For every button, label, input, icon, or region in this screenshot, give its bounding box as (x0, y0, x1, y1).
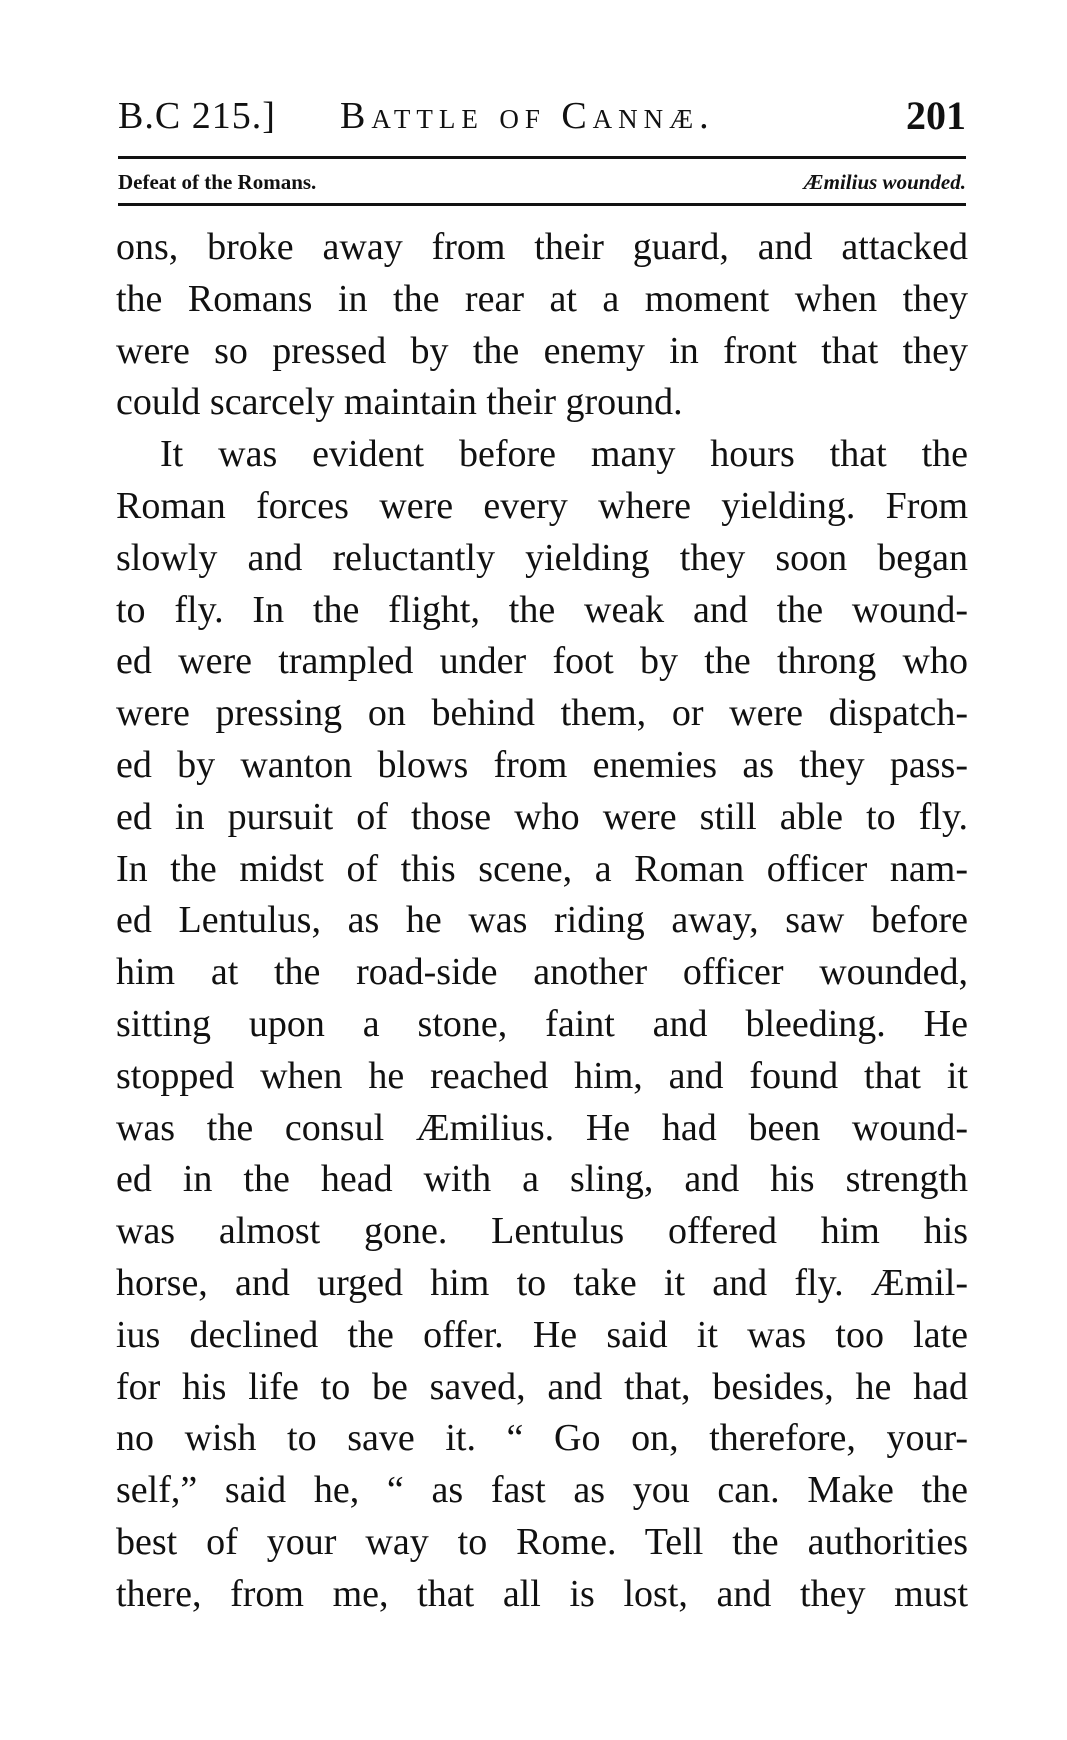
text-line: ed were trampled under foot by the throng who (116, 640, 968, 683)
text-line: to fly. In the flight, the weak and the wound- (116, 588, 968, 631)
text-line: ed in the head with a sling, and his strength (116, 1158, 968, 1201)
text-line: was the consul Æmilius. He had been wound- (116, 1106, 968, 1149)
paragraph (116, 222, 968, 429)
running-head (118, 90, 966, 142)
text-line: ius declined the offer. He said it was too late (116, 1313, 968, 1356)
text-line: self,” said he, “ as fast as you can. Make the (116, 1469, 968, 1512)
text-line: In the midst of this scene, a Roman officer nam- (116, 847, 968, 890)
subheader-right: Æmilius wounded. (803, 170, 966, 194)
header-rule-bottom (118, 203, 966, 206)
header-rule-top (118, 156, 966, 159)
text-line: no wish to save it. “ Go on, therefore, your- (116, 1417, 968, 1460)
text-line: could scarcely maintain their ground. (116, 381, 683, 424)
header-title: Battle of Cannæ. (340, 95, 715, 137)
text-line: sitting upon a stone, faint and bleeding. He (116, 1002, 968, 1045)
text-line: there, from me, that all is lost, and they must (116, 1572, 968, 1615)
text-line: ed by wanton blows from enemies as they pass- (116, 743, 968, 786)
text-line: was almost gone. Lentulus offered him his (116, 1210, 968, 1253)
text-line: for his life to be saved, and that, besides, he had (116, 1365, 968, 1408)
subheader-left: Defeat of the Romans. (118, 170, 317, 194)
text-line: were pressing on behind them, or were dispatch- (116, 692, 968, 735)
body-text (116, 222, 968, 1621)
text-line: ons, broke away from their guard, and attacked (116, 226, 968, 268)
text-line: ed Lentulus, as he was riding away, saw before (116, 899, 968, 942)
text-line: It was evident before many hours that the (160, 433, 968, 476)
text-line: him at the road-side another officer wounded, (116, 951, 968, 994)
text-line: best of your way to Rome. Tell the authorities (116, 1520, 968, 1563)
header-date: B.C 215.] (118, 95, 276, 137)
text-line: the Romans in the rear at a moment when they (116, 277, 968, 320)
text-line: slowly and reluctantly yielding they soon began (116, 536, 968, 579)
text-line: horse, and urged him to take it and fly. Æmil- (116, 1261, 968, 1304)
page-number: 201 (906, 93, 966, 138)
text-line: Roman forces were every where yielding. From (116, 484, 968, 527)
text-line: ed in pursuit of those who were still able to fly. (116, 795, 968, 838)
paragraph (116, 429, 968, 1620)
text-line: were so pressed by the enemy in front that they (116, 329, 968, 372)
subheader (118, 164, 966, 200)
text-line: stopped when he reached him, and found that it (116, 1054, 968, 1097)
